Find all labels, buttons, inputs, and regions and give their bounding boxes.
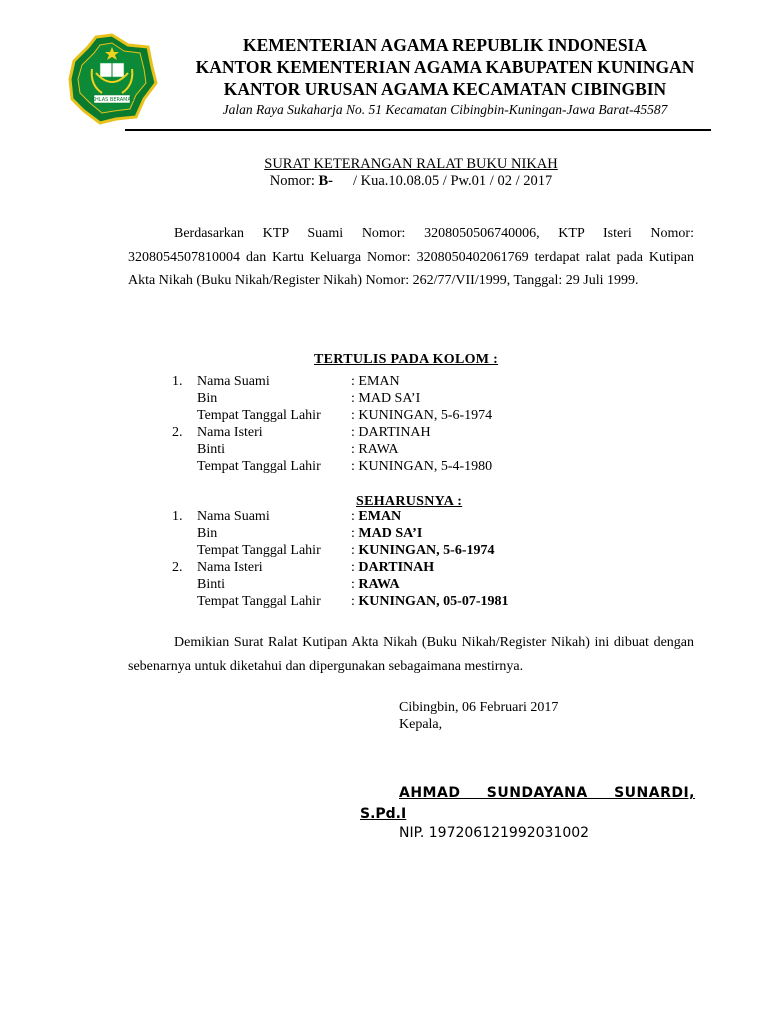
row-value: KUNINGAN, 5-6-1974 [358, 543, 495, 558]
row-colon: : [351, 509, 359, 524]
row-colon: : [351, 577, 359, 592]
letterhead-district-office: KANTOR URUSAN AGAMA KECAMATAN CIBINGBIN [223, 79, 667, 99]
row-label: Bin [197, 391, 218, 406]
letterhead-divider [125, 129, 711, 131]
should-row [128, 543, 688, 560]
letter-title: SURAT KETERANGAN RALAT BUKU NIKAH [264, 156, 558, 172]
row-value: EMAN [358, 509, 402, 524]
row-value: MAD SA’I [358, 526, 423, 541]
row-label: Nama Isteri [197, 425, 263, 440]
row-number: 1. [172, 509, 183, 524]
row-colon: : [351, 594, 359, 609]
letterhead-ministry: KEMENTERIAN AGAMA REPUBLIK INDONESIA [242, 35, 647, 55]
letterhead-address: Jalan Raya Sukaharja No. 51 Kecamatan Cibingbin-Kuningan-Jawa Barat-45587 [222, 102, 668, 117]
number-label: Nomor: [269, 173, 319, 189]
closing-paragraph: Demikian Surat Ralat Kutipan Akta Nikah (Buku Nikah/Register Nikah) ini dibuat dengan sebenarnya untuk diketahui dan dipergunakan sebagaimana mestirnya. [128, 635, 694, 674]
row-number: 2. [172, 425, 183, 440]
signer-position: Kepala, [399, 717, 443, 732]
should-row [128, 577, 688, 594]
written-heading-text: TERTULIS PADA KOLOM : [314, 352, 499, 367]
row-label: Binti [197, 442, 226, 457]
should-heading [356, 492, 462, 510]
row-value: KUNINGAN, 05-07-1981 [358, 594, 509, 609]
written-heading [314, 350, 498, 368]
row-colon: : [351, 526, 359, 541]
should-row [128, 509, 688, 526]
row-value: : DARTINAH [351, 425, 431, 440]
number-rest: / Kua.10.08.05 / Pw.01 / 02 / 2017 [352, 173, 553, 189]
written-row [128, 408, 688, 425]
row-number: 1. [172, 374, 183, 389]
row-label: Binti [197, 577, 226, 592]
row-label: Tempat Tanggal Lahir [197, 543, 321, 558]
logo-motto: IKHLAS BERAMAL [90, 97, 134, 103]
written-row [128, 425, 688, 442]
row-value: : RAWA [351, 442, 399, 457]
letterhead-regency-office: KANTOR KEMENTERIAN AGAMA KABUPATEN KUNINGAN [195, 57, 695, 77]
should-row [128, 594, 688, 611]
should-heading-text: SEHARUSNYA : [356, 494, 463, 509]
row-label: Bin [197, 526, 218, 541]
signer-nip: NIP. 197206121992031002 [399, 825, 590, 841]
letter-number [128, 173, 694, 190]
row-label: Nama Isteri [197, 560, 263, 575]
row-label: Tempat Tanggal Lahir [197, 459, 321, 474]
written-row [128, 391, 688, 408]
row-value: : KUNINGAN, 5-6-1974 [351, 408, 493, 423]
row-value: RAWA [358, 577, 400, 592]
written-row [128, 374, 688, 391]
body-paragraph: Berdasarkan KTP Suami Nomor: 3208050506740006, KTP Isteri Nomor: 3208054507810004 dan Kartu Keluarga Nomor: 3208050402061769 terdapat ralat pada Kutipan Akta Nikah (Buku Nikah/Register Nikah) Nomor: 262/77/VII/1999, Tanggal: 29 Juli 1999. [128, 226, 694, 288]
row-value: DARTINAH [358, 560, 435, 575]
ministry-emblem-icon [66, 33, 158, 125]
should-row [128, 560, 688, 577]
row-value: : KUNINGAN, 5-4-1980 [351, 459, 493, 474]
row-label: Tempat Tanggal Lahir [197, 408, 321, 423]
place-date: Cibingbin, 06 Februari 2017 [399, 700, 559, 715]
number-prefix: B- [318, 173, 333, 189]
row-number: 2. [172, 560, 183, 575]
should-row [128, 526, 688, 543]
signer-name: AHMAD SUNDAYANA SUNARDI, [399, 785, 695, 801]
written-row [128, 459, 688, 476]
row-colon: : [351, 543, 359, 558]
row-colon: : [351, 560, 359, 575]
row-label: Nama Suami [197, 374, 270, 389]
row-value: : MAD SA’I [351, 391, 421, 406]
ministry-logo [66, 33, 158, 125]
signer-degree: S.Pd.I [360, 806, 407, 822]
row-label: Tempat Tanggal Lahir [197, 594, 321, 609]
row-value: : EMAN [351, 374, 400, 389]
row-label: Nama Suami [197, 509, 270, 524]
written-row [128, 442, 688, 459]
